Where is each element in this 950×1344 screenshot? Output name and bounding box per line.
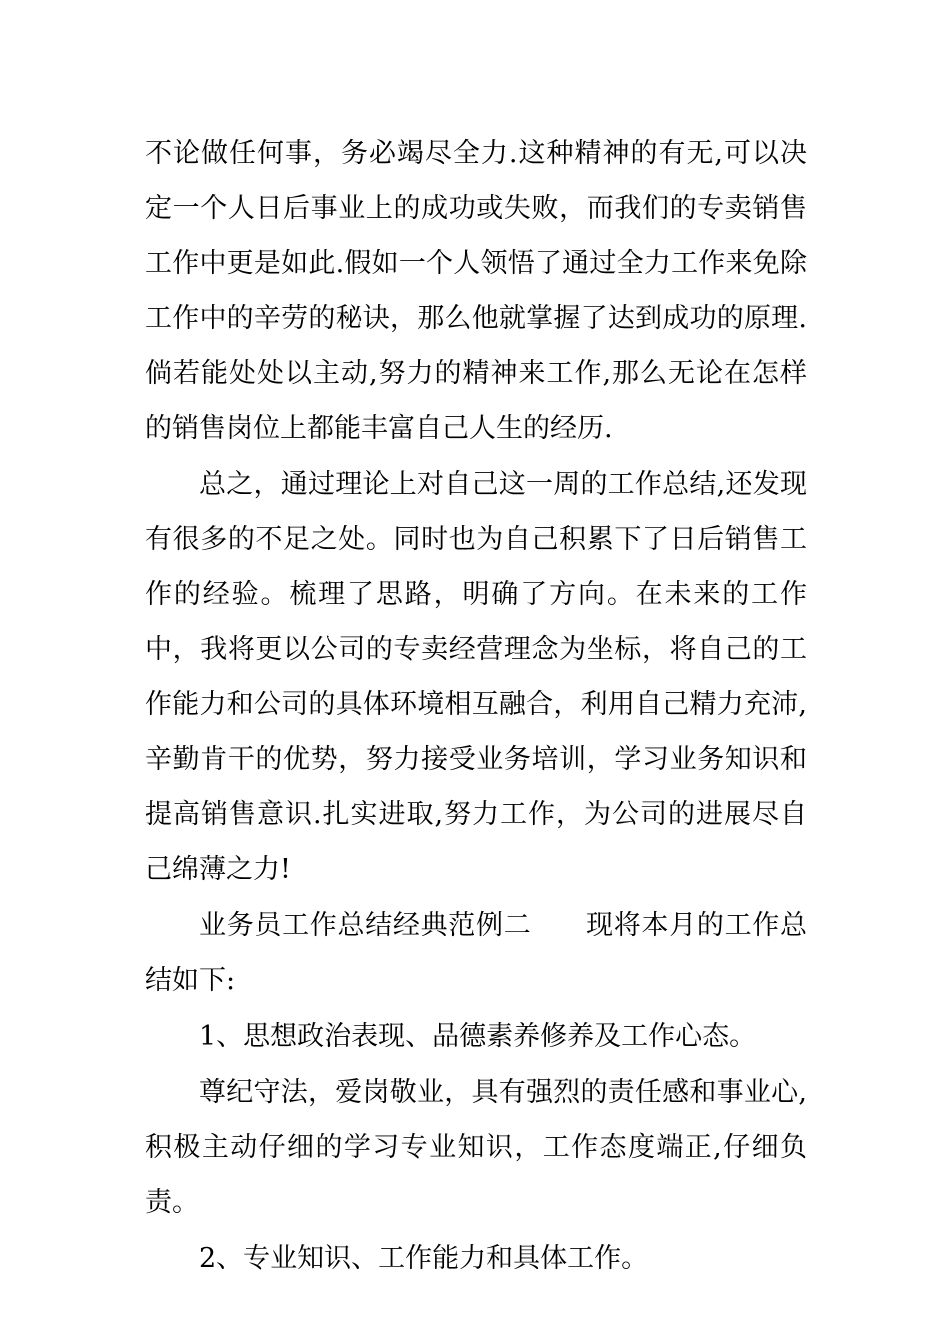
paragraph-effort: 不论做任何事，务必竭尽全力.这种精神的有无,可以决定一个人日后事业上的成功或失败，而我们的专卖销售工作中更是如此.假如一个人领悟了通过全力工作来免除工作中的辛劳的秘诀，那么他就掌握了达到成功的原理.倘若能处处以主动,努力的精神来工作,那么无论在怎样的销售岗位上都能丰富自己人生的经历. (145, 138, 807, 444)
list-item-1-heading: 1、思想政治表现、品德素养修养及工作心态。 (199, 1021, 757, 1052)
paragraph-summary: 总之，通过理论上对自己这一周的工作总结,还发现有很多的不足之处。同时也为自己积累下了日后销售工作的经验。梳理了思路，明确了方向。在未来的工作中，我将更以公司的专卖经营理念为坐标，将自己的工作能力和公司的具体环境相互融合，利用自己精力充沛,辛勤肯干的优势，努力接受业务培训，学习业务知识和提高销售意识.扎实进取,努力工作，为公司的进展尽自己绵薄之力! (145, 469, 807, 885)
paragraph-conduct: 尊纪守法，爱岗敬业，具有强烈的责任感和事业心,积极主动仔细的学习专业知识，工作态度端正,仔细负责。 (145, 1077, 807, 1218)
list-item-2-heading: 2、专业知识、工作能力和具体工作。 (199, 1243, 649, 1274)
section-intro: 现将本月的工作总结如下: (145, 910, 808, 996)
paragraph-example-two (145, 898, 807, 1008)
document-body (145, 126, 807, 1287)
section-heading: 业务员工作总结经典范例二 (199, 910, 532, 941)
